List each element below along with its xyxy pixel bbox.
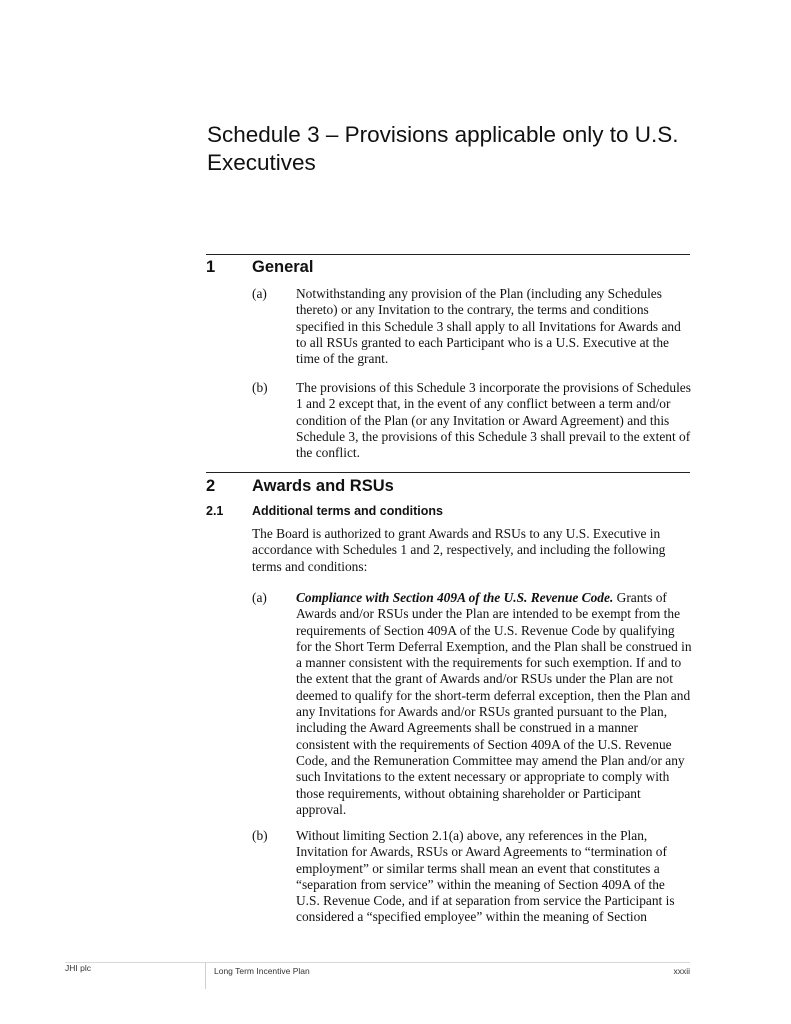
- section-divider: [206, 254, 690, 255]
- section-number: 1: [206, 258, 216, 276]
- page-title: Schedule 3 – Provisions applicable only to U.S. Executives: [207, 122, 679, 175]
- section-number: 2: [206, 477, 216, 495]
- clause-text: Notwithstanding any provision of the Plan (including any Schedules thereto) or any Invitation to the contrary, the terms and conditions specified in this Schedule 3 shall apply to all Invitations for Awards and to all RSUs granted to each Participant who is a U.S. Executive at the time of the grant.: [296, 286, 681, 367]
- clause-marker: (b): [252, 380, 268, 395]
- clause-marker: (b): [252, 828, 268, 843]
- clause-marker: (a): [252, 590, 267, 605]
- section-title: General: [252, 258, 314, 276]
- footer-page-number: xxxii: [673, 966, 690, 976]
- subsection-title: Additional terms and conditions: [252, 504, 443, 518]
- clause-text: The provisions of this Schedule 3 incorporate the provisions of Schedules 1 and 2 except that, in the event of any conflict between a term and/or condition of the Plan (or any Invitation or Award Agreement) and this Schedule 3, the provisions of this Schedule 3 shall prevail to the extent of the conflict.: [296, 380, 691, 461]
- clause-text: Without limiting Section 2.1(a) above, any references in the Plan, Invitation for Awards, RSUs or Award Agreements to “termination of employment” or similar terms shall mean an event that constitutes a “separation from service” within the meaning of Section 409A of the U.S. Revenue Code, and if at separation from service the Participant is considered a “specified employee” within the meaning of Section: [296, 828, 675, 925]
- clause-marker: (a): [252, 286, 267, 301]
- section-title: Awards and RSUs: [252, 477, 394, 495]
- clause-body: [296, 590, 692, 818]
- subsection-intro: The Board is authorized to grant Awards and RSUs to any U.S. Executive in accordance with Schedules 1 and 2, respectively, and including the following terms and conditions:: [252, 526, 666, 574]
- footer-divider: [65, 962, 690, 963]
- clause-text: Grants of Awards and/or RSUs under the Plan are intended to be exempt from the requirements of Section 409A of the U.S. Revenue Code by qualifying for the Short Term Deferral Exemption, and the Plan shall be construed in a manner consistent with the requirements for such exemption. If and to the extent that the grant of Awards and/or RSUs under the Plan are not deemed to qualify for the short-term deferral exception, then the Plan and any Invitations for Awards and/or RSUs granted pursuant to the Plan, including the Award Agreements shall be construed in a manner consistent with the requirements of Section 409A of the U.S. Revenue Code, and the Remuneration Committee may amend the Plan and/or any such Invitations to the extent necessary or appropriate to comply with those requirements, without obtaining shareholder or Participant approval.: [296, 590, 692, 817]
- footer-vertical-divider: [205, 963, 206, 989]
- footer-plan-name: Long Term Incentive Plan: [214, 966, 310, 976]
- clause-lead-heading: Compliance with Section 409A of the U.S. Revenue Code.: [296, 590, 614, 605]
- footer-company: JHI plc: [65, 963, 91, 973]
- subsection-number: 2.1: [206, 504, 224, 518]
- section-divider: [206, 472, 690, 473]
